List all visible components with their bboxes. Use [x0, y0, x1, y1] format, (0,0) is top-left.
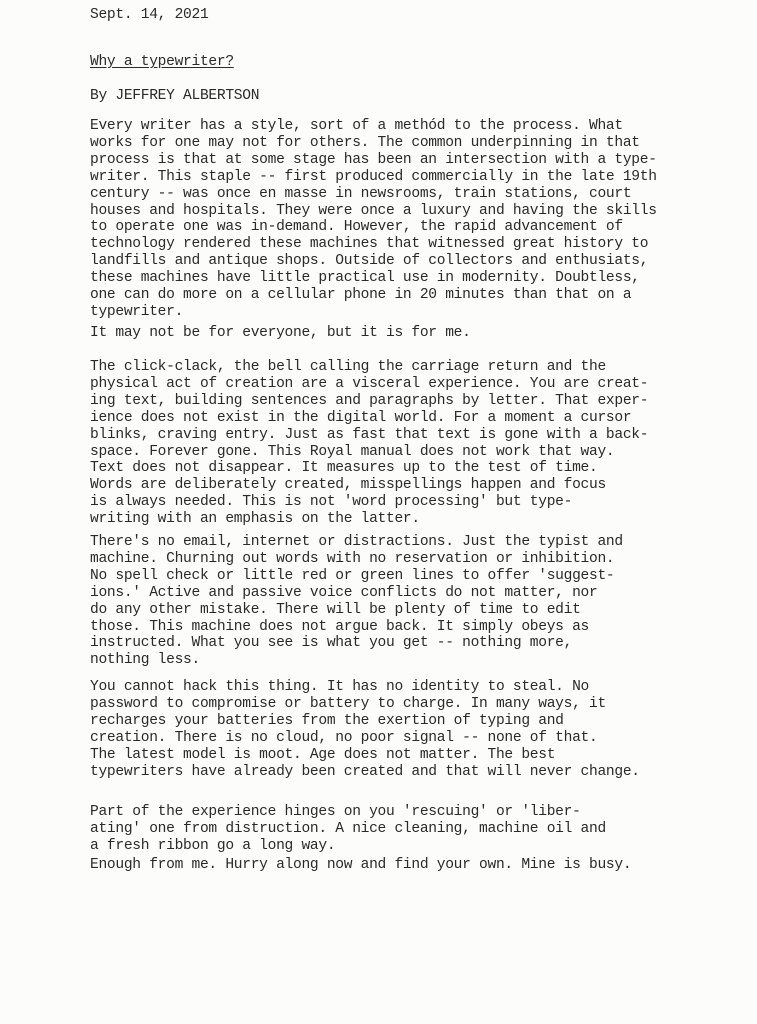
body-paragraph: The click-clack, the bell calling the carriage return and the physical act of creation are a visceral experience. You are creat- ing text, building sentences and paragraphs by letter. That exper- ience does not exist in the digital world. For a moment a cursor blinks, craving entry. Just as fast that text is gone with a back- space. Forever gone. This Royal manual does not work that way. Text does not disappear. It measures up to the test of time. Words are deliberately created, misspellings happen and focus is always needed. This is not 'word processing' but type- writing with an emphasis on the latter.: [90, 359, 649, 528]
body-paragraph: Enough from me. Hurry along now and find your own. Mine is busy.: [90, 857, 632, 873]
document-date: Sept. 14, 2021: [90, 7, 209, 23]
document-title: Why a typewriter?: [90, 54, 234, 70]
body-paragraph: Part of the experience hinges on you 'rescuing' or 'liber- ating' one from distruction. A nice cleaning, machine oil and a fresh ribbon go a long way.: [90, 804, 606, 854]
body-paragraph: There's no email, internet or distractions. Just the typist and machine. Churning out words with no reservation or inhibition. No spell check or little red or green lines to offer 'suggest- ions.' Active and passive voice conflicts do not matter, nor do any other mistake. There will be plenty of time to edit those. This machine does not argue back. It simply obeys as instructed. What you see is what you get -- nothing more, nothing less.: [90, 534, 623, 669]
author-byline: By JEFFREY ALBERTSON: [90, 88, 260, 104]
body-paragraph: Every writer has a style, sort of a methód to the process. What works for one may not for others. The common underpinning in that process is that at some stage has been an intersection with a type- writer. This staple -- first produced commercially in the late 19th century -- was once en masse in newsrooms, train stations, court houses and hospitals. They were once a luxury and having the skills to operate one was in-demand. However, the rapid advancement of technology rendered these machines that witnessed great history to landfills and antique shops. Outside of collectors and enthusiats, these machines have little practical use in modernity. Doubtless, one can do more on a cellular phone in 20 minutes than that on a typewriter.: [90, 118, 657, 320]
body-paragraph: You cannot hack this thing. It has no identity to steal. No password to compromise or battery to charge. In many ways, it recharges your batteries from the exertion of typing and creation. There is no cloud, no poor signal -- none of that. The latest model is moot. Age does not matter. The best typewriters have already been created and that will never change.: [90, 679, 640, 780]
body-paragraph: It may not be for everyone, but it is for me.: [90, 325, 471, 341]
